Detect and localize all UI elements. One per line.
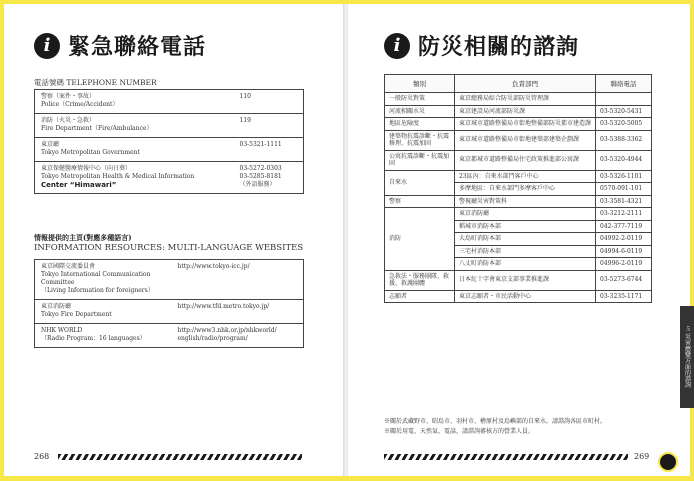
website-row bbox=[35, 300, 304, 324]
emergency-number-line: （外語服務） bbox=[239, 181, 276, 188]
consult-row bbox=[385, 195, 652, 208]
emergency-name bbox=[35, 114, 234, 138]
right-heading bbox=[384, 30, 579, 61]
consult-row bbox=[385, 118, 652, 131]
emergency-number-line: 119 bbox=[239, 117, 251, 124]
consult-department: 多摩地區：自來水部門多摩客戶中心 bbox=[455, 183, 596, 196]
website-name bbox=[35, 300, 172, 324]
emergency-name-bold: Center “Himawari” bbox=[41, 181, 117, 189]
footer-stripe-right bbox=[384, 454, 628, 460]
emergency-name bbox=[35, 138, 234, 162]
consult-row bbox=[385, 150, 652, 170]
header-department: 負責部門 bbox=[455, 75, 596, 93]
website-name-line: 東京國際交流委員會 bbox=[41, 263, 96, 270]
emergency-name-line: Fire Department（Fire/Ambulance） bbox=[41, 125, 153, 132]
consult-row bbox=[385, 290, 652, 303]
website-url[interactable] bbox=[172, 260, 304, 300]
consult-category: 地區危險度 bbox=[385, 118, 455, 131]
consult-row bbox=[385, 130, 652, 150]
info-icon: i bbox=[384, 33, 410, 59]
consult-phone: 04996-2-0119 bbox=[596, 258, 652, 271]
chapter-side-tab[interactable]: ５ 災害應變方面的諮詢 bbox=[680, 306, 694, 408]
consult-department: 23區內：自來水部門客戶中心 bbox=[455, 170, 596, 183]
consult-phone: 03-5273-6744 bbox=[596, 270, 652, 290]
consult-phone bbox=[596, 93, 652, 106]
consult-category: 消防 bbox=[385, 208, 455, 271]
notes bbox=[384, 417, 606, 437]
website-name-line: （Radio Program：16 languages） bbox=[41, 335, 146, 342]
phone-label: 電話號碼 TELEPHONE NUMBER bbox=[34, 78, 157, 87]
emergency-number-line: 03-5272-0303 bbox=[239, 165, 282, 172]
emergency-number bbox=[234, 162, 304, 194]
website-row bbox=[35, 324, 304, 348]
consult-phone: 03-5320-5431 bbox=[596, 105, 652, 118]
consult-department: 東京志願者・市民活動中心 bbox=[455, 290, 596, 303]
page-number-right: 269 bbox=[634, 452, 650, 461]
consult-row bbox=[385, 270, 652, 290]
emergency-row bbox=[35, 114, 304, 138]
website-name-line: Tokyo International Communication bbox=[41, 271, 151, 278]
header-category: 類別 bbox=[385, 75, 455, 93]
emergency-number bbox=[234, 114, 304, 138]
consult-category: 急救法・服務團隊、救援、救護團體 bbox=[385, 270, 455, 290]
right-title: 防災相關的諮詢 bbox=[418, 34, 580, 60]
website-name-line: Tokyo Fire Department bbox=[41, 311, 112, 318]
consult-phone: 03-5320-4944 bbox=[596, 150, 652, 170]
consult-department: 三宅村消防本部 bbox=[455, 245, 596, 258]
page-number-left: 268 bbox=[34, 452, 50, 461]
right-page bbox=[348, 4, 690, 476]
website-name-line: NHK WORLD bbox=[41, 327, 83, 334]
left-page bbox=[4, 4, 344, 476]
website-url[interactable] bbox=[172, 300, 304, 324]
consult-phone: 03-3581-4321 bbox=[596, 195, 652, 208]
consult-phone: 042-377-7119 bbox=[596, 220, 652, 233]
footer-stripe-left bbox=[58, 454, 302, 460]
consult-row bbox=[385, 208, 652, 221]
website-name-line: 東京消防廳 bbox=[41, 303, 72, 310]
website-name-line: Committee bbox=[41, 279, 75, 286]
consult-department: 東京城市道路整備局市街地建築部建築企劃課 bbox=[455, 130, 596, 150]
consult-department: 東京城市道路整備局市街地整備部防災都市建造課 bbox=[455, 118, 596, 131]
consult-phone: 03-5326-1101 bbox=[596, 170, 652, 183]
consult-department: 大島町消防本部 bbox=[455, 233, 596, 246]
info-icon: i bbox=[34, 33, 60, 59]
emergency-number bbox=[234, 90, 304, 114]
website-url[interactable] bbox=[172, 324, 304, 348]
emergency-row bbox=[35, 138, 304, 162]
consult-department: 東京建設局河流部防災課 bbox=[455, 105, 596, 118]
consult-phone: 03-3212-2111 bbox=[596, 208, 652, 221]
consult-department: 警視廳災害對策科 bbox=[455, 195, 596, 208]
consult-phone: 03-3235-1171 bbox=[596, 290, 652, 303]
website-name bbox=[35, 260, 172, 300]
consult-phone: 04992-2-0119 bbox=[596, 233, 652, 246]
emergency-name-line: 東京廳 bbox=[41, 141, 60, 148]
websites-table bbox=[34, 259, 304, 348]
consultation-table bbox=[384, 74, 652, 303]
consult-category: 建築物抗震診斷・抗震修理、抗震加固 bbox=[385, 130, 455, 150]
consult-category: 志願者 bbox=[385, 290, 455, 303]
emergency-number bbox=[234, 138, 304, 162]
emergency-name-line: Police（Crime/Accident） bbox=[41, 101, 119, 108]
consult-phone: 03-5388-3362 bbox=[596, 130, 652, 150]
emergency-row bbox=[35, 162, 304, 194]
emergency-name bbox=[35, 162, 234, 194]
emergency-name-line: 東京保健醫療情報中心（向日葵） bbox=[41, 165, 132, 172]
consult-department: 東京總務局綜合防災部防災管理課 bbox=[455, 93, 596, 106]
mascot-icon bbox=[658, 452, 678, 472]
consult-category: 一般防災對策 bbox=[385, 93, 455, 106]
consult-department: 八丈町消防本部 bbox=[455, 258, 596, 271]
note-2: ※關於用電、天然氣、電話，請諮詢審核方的營業人員。 bbox=[384, 428, 535, 435]
emergency-name-line: Tokyo Metropolitan Health & Medical Information bbox=[41, 173, 195, 180]
consult-department: 東京都城市道路整備局住宅政策推進部公寓課 bbox=[455, 150, 596, 170]
website-url-line[interactable]: english/radio/program/ bbox=[177, 335, 248, 342]
consult-department: 稻城市消防本部 bbox=[455, 220, 596, 233]
consult-department: 東京消防廳 bbox=[455, 208, 596, 221]
header-phone: 聯絡電話 bbox=[596, 75, 652, 93]
website-name bbox=[35, 324, 172, 348]
consult-category: 警察 bbox=[385, 195, 455, 208]
consult-department: 日本紅十字會東京支部事業推進課 bbox=[455, 270, 596, 290]
left-title: 緊急聯絡電話 bbox=[68, 34, 207, 60]
consult-category: 河流相關水災 bbox=[385, 105, 455, 118]
emergency-name bbox=[35, 90, 234, 114]
consult-category: 自來水 bbox=[385, 170, 455, 195]
emergency-name-line: 警察（案件・事故） bbox=[41, 93, 96, 100]
info-subtitle: INFORMATION RESOURCES: MULTI-LANGUAGE WEBSITES bbox=[34, 243, 304, 253]
consult-phone: 03-5320-5005 bbox=[596, 118, 652, 131]
emergency-number-line: 03-5321-1111 bbox=[239, 141, 282, 148]
consult-phone: 0570-091-101 bbox=[596, 183, 652, 196]
consult-phone: 04994-6-0119 bbox=[596, 245, 652, 258]
consult-row bbox=[385, 170, 652, 183]
website-url-line[interactable]: http://www.tfd.metro.tokyo.jp/ bbox=[177, 303, 270, 310]
emergency-table bbox=[34, 89, 304, 194]
website-url-line[interactable]: http://www3.nhk.or.jp/nhkworld/ bbox=[177, 327, 277, 334]
website-url-line[interactable]: http://www.tokyo-icc.jp/ bbox=[177, 263, 250, 270]
emergency-number-line: 03-5285-8181 bbox=[239, 173, 282, 180]
info-title: 情報提供的主頁(對應多種語言) bbox=[34, 233, 132, 242]
emergency-row bbox=[35, 90, 304, 114]
consult-category: 公寓抗震診斷・抗震加固 bbox=[385, 150, 455, 170]
emergency-name-line: 消防（火災・急救） bbox=[41, 117, 96, 124]
note-1: ※關於武藏野市、昭島市、羽村市、檜原村及島嶼部的自來水，請諮詢各區市町村。 bbox=[384, 418, 607, 425]
consult-row bbox=[385, 93, 652, 106]
left-heading bbox=[34, 30, 206, 61]
emergency-number-line: 110 bbox=[239, 93, 251, 100]
website-name-line: （Living Information for foreigners） bbox=[41, 287, 154, 294]
emergency-name-line: Tokyo Metropolitan Government bbox=[41, 149, 140, 156]
consult-row bbox=[385, 105, 652, 118]
website-row bbox=[35, 260, 304, 300]
